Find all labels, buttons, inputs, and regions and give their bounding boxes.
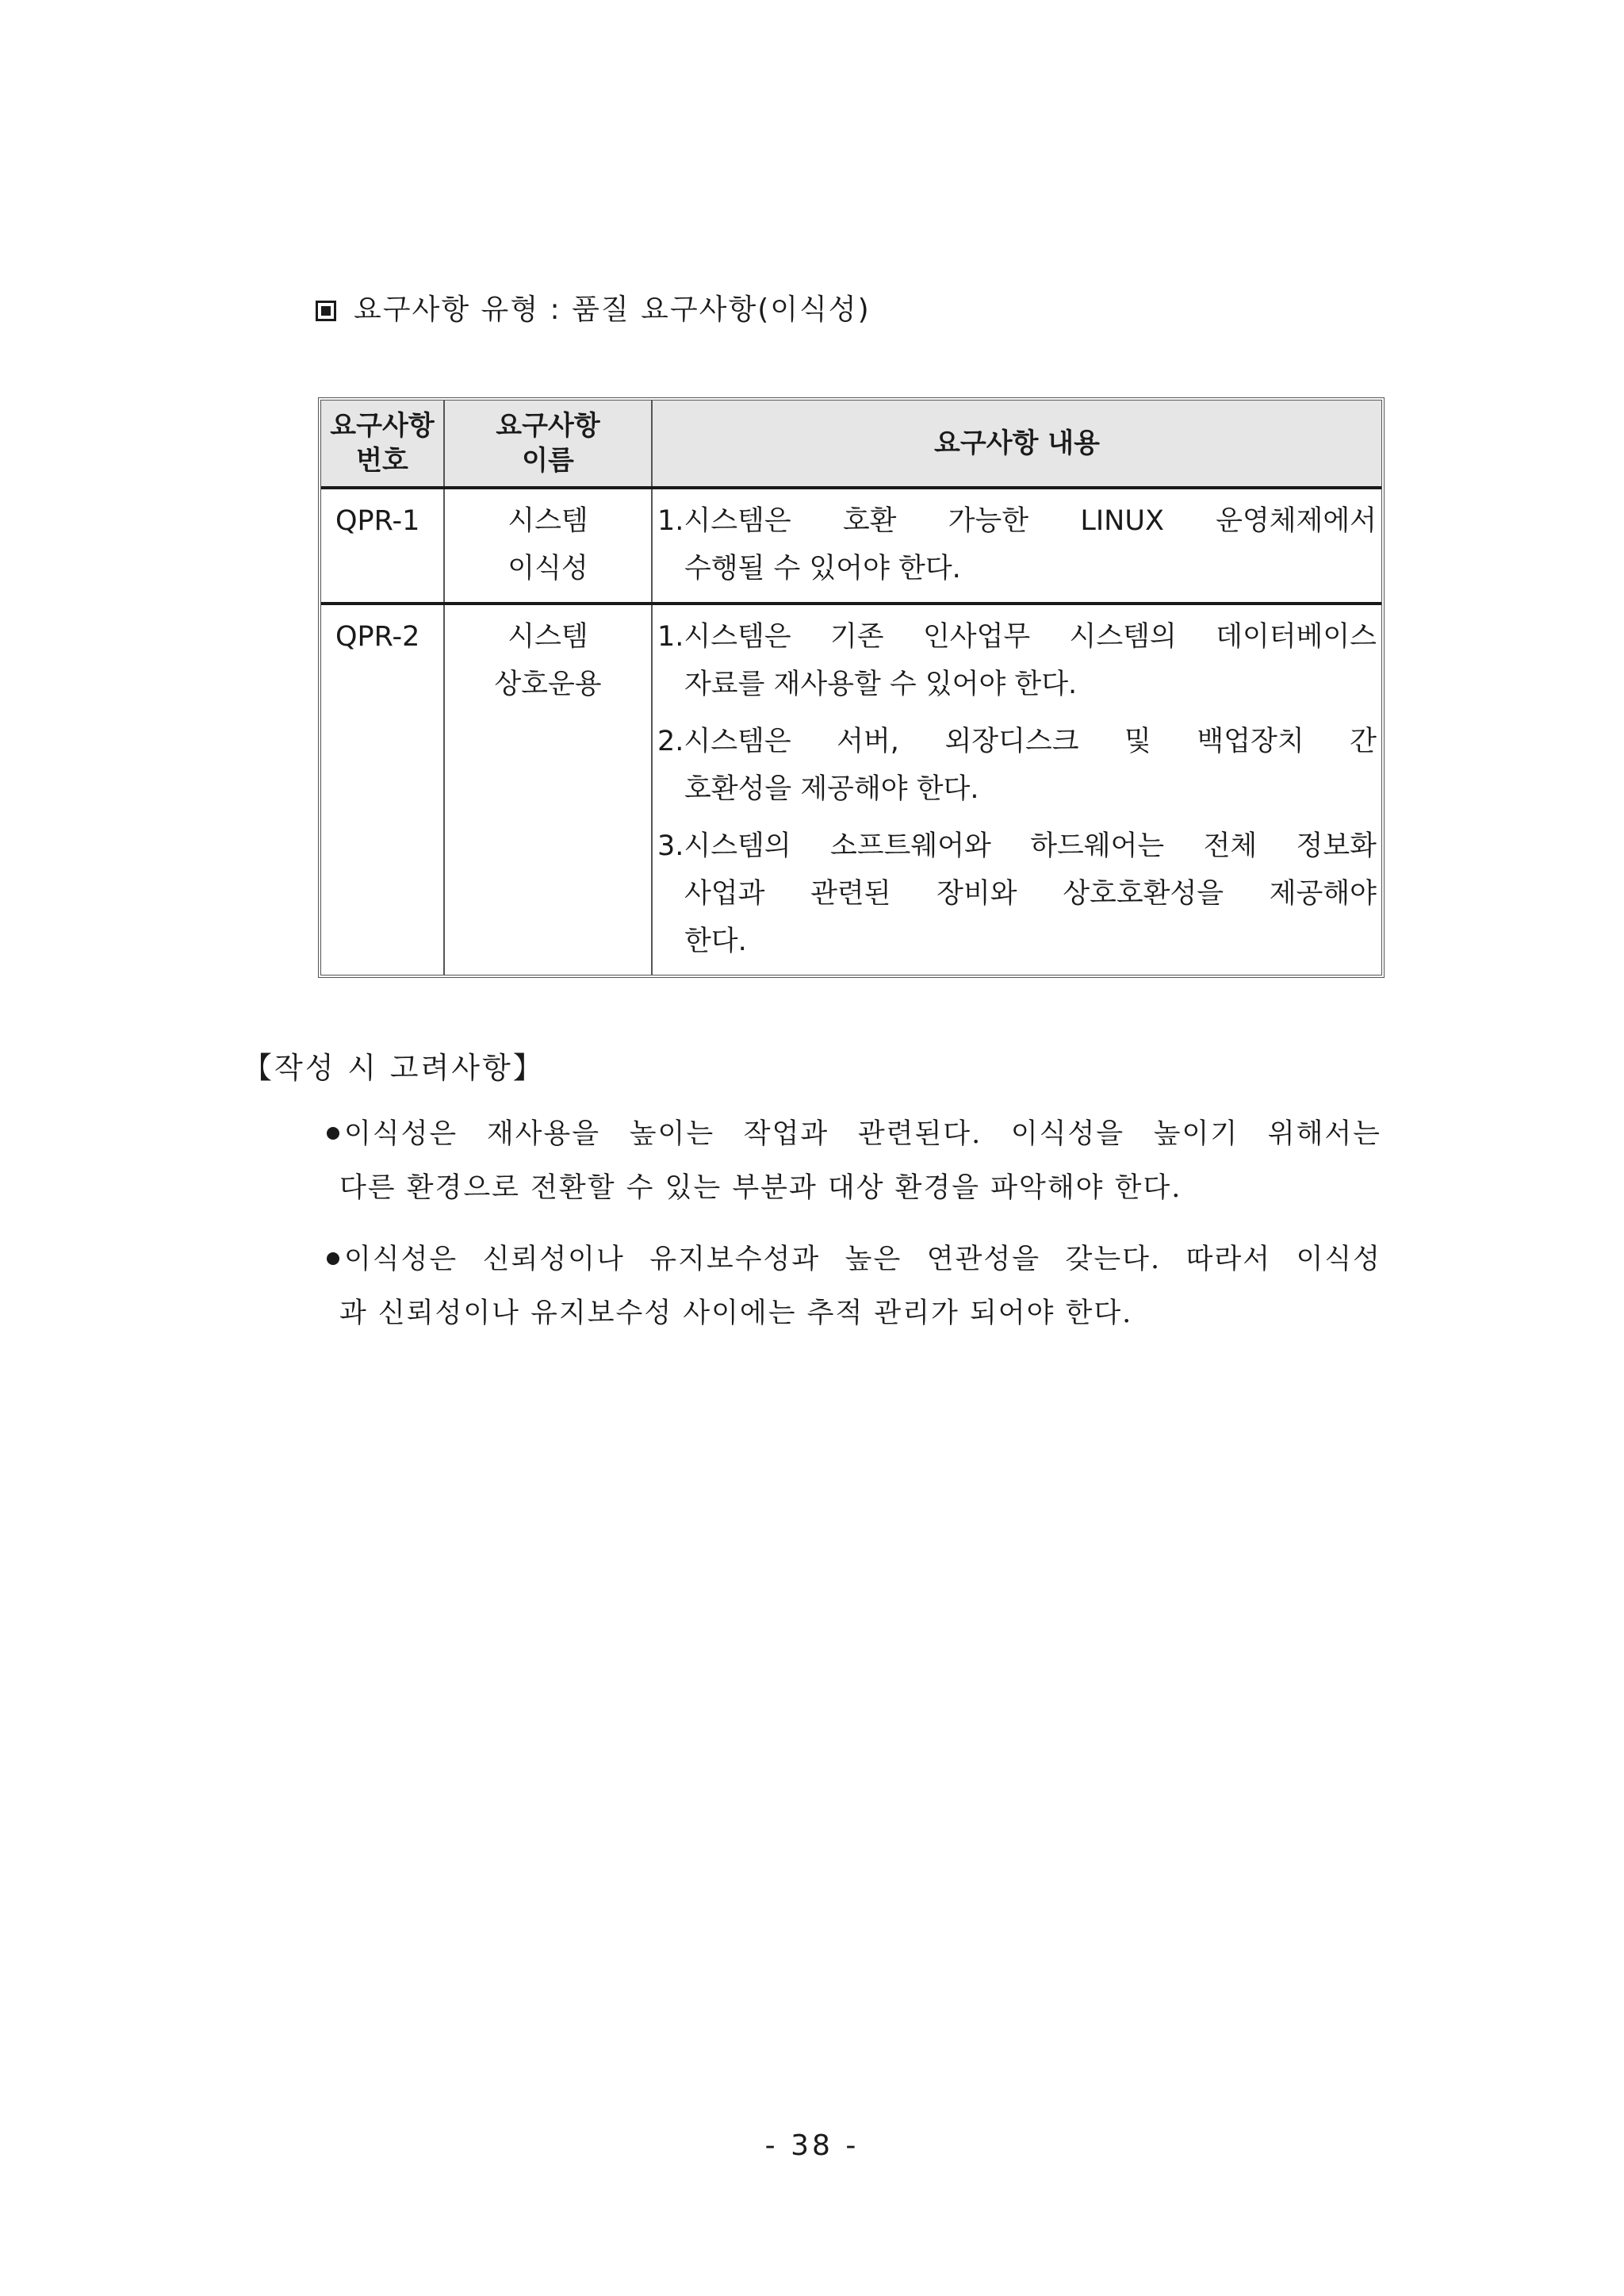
req-content-cell bbox=[652, 488, 1381, 604]
considerations-title: 【작성 시 고려사항】 bbox=[243, 1051, 545, 1085]
req-name-cell: 시스템 상호운용 bbox=[444, 604, 652, 975]
table-row bbox=[321, 488, 1381, 604]
requirement-type-heading bbox=[316, 290, 871, 330]
req-content-cell bbox=[652, 604, 1381, 975]
requirement-item: 1.시스템은 기존 인사업무 시스템의 데이터베이스 자료를 재사용할 수 있어야 한다. bbox=[657, 621, 1377, 700]
header-req-content: 요구사항 내용 bbox=[652, 401, 1381, 488]
square-bullet-icon bbox=[316, 301, 336, 321]
list-item: 이식성은 재사용을 높이는 작업과 관련된다. 이식성을 높이기 위해서는 다른 환경으로 전환할 수 있는 부분과 대상 환경을 파악해야 한다. bbox=[327, 1107, 1381, 1215]
considerations-list bbox=[327, 1107, 1381, 1358]
table-row bbox=[321, 604, 1381, 975]
req-id-cell: QPR-1 bbox=[321, 488, 444, 604]
heading-text: 요구사항 유형 : 품질 요구사항(이식성) bbox=[354, 293, 871, 326]
header-req-name: 요구사항 이름 bbox=[444, 401, 652, 488]
req-id-cell: QPR-2 bbox=[321, 604, 444, 975]
requirements-table bbox=[318, 397, 1385, 978]
req-name-cell: 시스템 이식성 bbox=[444, 488, 652, 604]
table-header-row bbox=[321, 401, 1381, 488]
requirement-item: 3.시스템의 소프트웨어와 하드웨어는 전체 정보화 사업과 관련된 장비와 상호호환성을 제공해야 한다. bbox=[657, 830, 1377, 957]
bullet-dot-icon bbox=[327, 1127, 339, 1140]
requirement-item: 2.시스템은 서버, 외장디스크 및 백업장치 간 호환성을 제공해야 한다. bbox=[657, 726, 1377, 805]
list-item: 이식성은 신뢰성이나 유지보수성과 높은 연관성을 갖는다. 따라서 이식성 과 신뢰성이나 유지보수성 사이에는 추적 관리가 되어야 한다. bbox=[327, 1232, 1381, 1340]
requirement-item: 1.시스템은 호환 가능한 LINUX 운영체제에서 수행될 수 있어야 한다. bbox=[657, 505, 1377, 585]
header-req-number: 요구사항 번호 bbox=[321, 401, 444, 488]
page-number: - 38 - bbox=[764, 2129, 860, 2162]
bullet-dot-icon bbox=[327, 1252, 339, 1265]
